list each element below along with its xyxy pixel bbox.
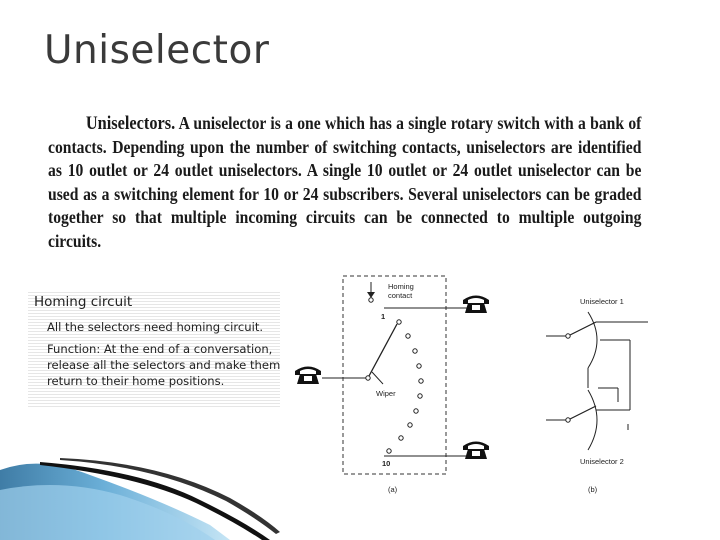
paragraph-body: A uniselector is a one which has a single rotary switch with a bank of contacts. Depending upon the number of switching contacts, uniselectors are identified as 10 outlet or 24 outlet uniselectors. A single 10 outlet or 24 outlet uniselector can be used as a switching element for 10 or 24 subscribers. Several uniselectors can be graded together so that multiple incoming circuits can be connected to multiple outgoing circuits. [48, 113, 642, 251]
homing-contact-label-1: Homing [388, 282, 414, 291]
wiper-label: Wiper [376, 389, 396, 398]
caption-b: (b) [588, 485, 598, 494]
uniselector-2-label: Uniselector 2 [580, 457, 624, 466]
homing-line-4: return to their home positions. [47, 374, 225, 388]
contact-10-label: 10 [382, 459, 391, 468]
homing-line-3: release all the selectors and make them [47, 358, 281, 372]
uniselector-1-label: Uniselector 1 [580, 297, 624, 306]
slide-title: Uniselector [44, 28, 270, 73]
homing-contact-label-2: contact [388, 291, 413, 300]
homing-line-2: Function: At the end of a conversation, [47, 342, 273, 356]
paragraph-lead: Uniselectors. [85, 113, 176, 134]
homing-line-1: All the selectors need homing circuit. [47, 320, 264, 334]
homing-circuit-title: Homing circuit [34, 294, 133, 310]
caption-a: (a) [388, 485, 398, 494]
contact-1-label: 1 [381, 312, 386, 321]
